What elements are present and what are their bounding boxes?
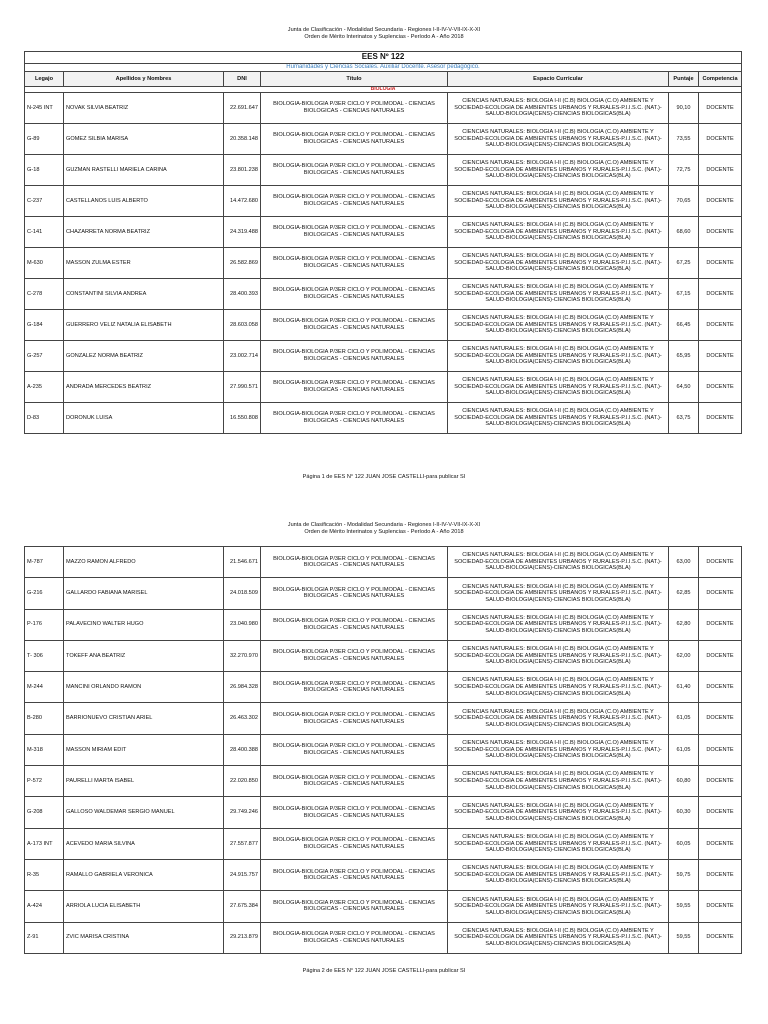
table-row xyxy=(25,248,742,279)
header-line-1: Junta de Clasificación - Modalidad Secundaria - Regiones I-II-IV-V-VII-IX-X-XI xyxy=(287,522,481,528)
page1-footer: Página 1 de EES N° 122 JUAN JOSE CASTELLI-para publicar SI xyxy=(302,474,466,480)
puntaje-cell: 70,65 xyxy=(669,186,699,217)
table-row xyxy=(25,186,742,217)
titulo-cell: BIOLOGIA-BIOLOGIA P/3ER CICLO Y POLIMODAL - CIENCIAS BIOLOGICAS - CIENCIAS NATURALES xyxy=(261,93,448,124)
dni-cell: 22.691.647 xyxy=(224,93,261,124)
dni-cell: 28.400.393 xyxy=(224,279,261,310)
titulo-cell: BIOLOGIA-BIOLOGIA P/3ER CICLO Y POLIMODAL - CIENCIAS BIOLOGICAS - CIENCIAS NATURALES xyxy=(261,703,448,734)
dni-cell: 26.582.869 xyxy=(224,248,261,279)
table-row xyxy=(25,828,742,859)
puntaje-cell: 60,30 xyxy=(669,797,699,828)
nombre-cell: GUZMAN RASTELLI MARIELA CARINA xyxy=(64,155,224,186)
nombre-cell: GALLOSO WALDEMAR SERGIO MANUEL xyxy=(64,797,224,828)
competencia-cell: DOCENTE xyxy=(699,703,742,734)
dni-cell: 20.358.148 xyxy=(224,124,261,155)
titulo-cell: BIOLOGIA-BIOLOGIA P/3ER CICLO Y POLIMODAL - CIENCIAS BIOLOGICAS - CIENCIAS NATURALES xyxy=(261,547,448,578)
legajo-cell: G-216 xyxy=(25,578,64,609)
titulo-cell: BIOLOGIA-BIOLOGIA P/3ER CICLO Y POLIMODAL - CIENCIAS BIOLOGICAS - CIENCIAS NATURALES xyxy=(261,217,448,248)
nombre-cell: MANCINI ORLANDO RAMON xyxy=(64,672,224,703)
legajo-cell: C-278 xyxy=(25,279,64,310)
col-legajo: Legajo xyxy=(25,72,64,87)
puntaje-cell: 59,55 xyxy=(669,922,699,953)
legajo-cell: R-35 xyxy=(25,859,64,890)
espacio-cell: CIENCIAS NATURALES: BIOLOGIA I-II (C.B) BIOLOGIA (C.O) AMBIENTE Y SOCIEDAD-ECOLOGIA DE AMBIENTES URBANOS Y RURALES-P.I.I.S.C. (NAT.)-SALUD-BIOLOGIA(CENS)-CIENCIAS BIOLOGICAS(BLA) xyxy=(448,155,669,186)
titulo-cell: BIOLOGIA-BIOLOGIA P/3ER CICLO Y POLIMODAL - CIENCIAS BIOLOGICAS - CIENCIAS NATURALES xyxy=(261,124,448,155)
competencia-cell: DOCENTE xyxy=(699,186,742,217)
table-row xyxy=(25,155,742,186)
nombre-cell: BARRIONUEVO CRISTIAN ARIEL xyxy=(64,703,224,734)
puntaje-cell: 60,05 xyxy=(669,828,699,859)
competencia-cell: DOCENTE xyxy=(699,672,742,703)
nombre-cell: ANDRADA MERCEDES BEATRIZ xyxy=(64,372,224,403)
dni-cell: 24.018.509 xyxy=(224,578,261,609)
dni-cell: 24.915.757 xyxy=(224,859,261,890)
competencia-cell: DOCENTE xyxy=(699,578,742,609)
titulo-cell: BIOLOGIA-BIOLOGIA P/3ER CICLO Y POLIMODAL - CIENCIAS BIOLOGICAS - CIENCIAS NATURALES xyxy=(261,578,448,609)
table-row xyxy=(25,547,742,578)
competencia-cell: DOCENTE xyxy=(699,547,742,578)
puntaje-cell: 59,75 xyxy=(669,859,699,890)
dni-cell: 23.801.238 xyxy=(224,155,261,186)
column-header-row xyxy=(25,72,742,87)
legajo-cell: M-244 xyxy=(25,672,64,703)
col-espacio: Espacio Curricular xyxy=(448,72,669,87)
dni-cell: 22.020.850 xyxy=(224,766,261,797)
legajo-cell: G-257 xyxy=(25,341,64,372)
page2-header xyxy=(0,522,768,536)
titulo-cell: BIOLOGIA-BIOLOGIA P/3ER CICLO Y POLIMODAL - CIENCIAS BIOLOGICAS - CIENCIAS NATURALES xyxy=(261,186,448,217)
nombre-cell: MASSON ZULMA ESTER xyxy=(64,248,224,279)
table-row xyxy=(25,124,742,155)
competencia-cell: DOCENTE xyxy=(699,734,742,765)
table-row xyxy=(25,640,742,671)
dni-cell: 29.213.879 xyxy=(224,922,261,953)
nombre-cell: MASSON MIRIAM EDIT xyxy=(64,734,224,765)
espacio-cell: CIENCIAS NATURALES: BIOLOGIA I-II (C.B) BIOLOGIA (C.O) AMBIENTE Y SOCIEDAD-ECOLOGIA DE AMBIENTES URBANOS Y RURALES-P.I.I.S.C. (NAT.)-SALUD-BIOLOGIA(CENS)-CIENCIAS BIOLOGICAS(BLA) xyxy=(448,372,669,403)
espacio-cell: CIENCIAS NATURALES: BIOLOGIA I-II (C.B) BIOLOGIA (C.O) AMBIENTE Y SOCIEDAD-ECOLOGIA DE AMBIENTES URBANOS Y RURALES-P.I.I.S.C. (NAT.)-SALUD-BIOLOGIA(CENS)-CIENCIAS BIOLOGICAS(BLA) xyxy=(448,609,669,640)
dni-cell: 23.002.714 xyxy=(224,341,261,372)
puntaje-cell: 68,60 xyxy=(669,217,699,248)
puntaje-cell: 64,50 xyxy=(669,372,699,403)
competencia-cell: DOCENTE xyxy=(699,403,742,434)
espacio-cell: CIENCIAS NATURALES: BIOLOGIA I-II (C.B) BIOLOGIA (C.O) AMBIENTE Y SOCIEDAD-ECOLOGIA DE AMBIENTES URBANOS Y RURALES-P.I.I.S.C. (NAT.)-SALUD-BIOLOGIA(CENS)-CIENCIAS BIOLOGICAS(BLA) xyxy=(448,217,669,248)
nombre-cell: NOVAK SILVIA BEATRIZ xyxy=(64,93,224,124)
dni-cell: 24.319.488 xyxy=(224,217,261,248)
espacio-cell: CIENCIAS NATURALES: BIOLOGIA I-II (C.B) BIOLOGIA (C.O) AMBIENTE Y SOCIEDAD-ECOLOGIA DE AMBIENTES URBANOS Y RURALES-P.I.I.S.C. (NAT.)-SALUD-BIOLOGIA(CENS)-CIENCIAS BIOLOGICAS(BLA) xyxy=(448,341,669,372)
legajo-cell: A-173 INT xyxy=(25,828,64,859)
espacio-cell: CIENCIAS NATURALES: BIOLOGIA I-II (C.B) BIOLOGIA (C.O) AMBIENTE Y SOCIEDAD-ECOLOGIA DE AMBIENTES URBANOS Y RURALES-P.I.I.S.C. (NAT.)-SALUD-BIOLOGIA(CENS)-CIENCIAS BIOLOGICAS(BLA) xyxy=(448,310,669,341)
legajo-cell: D-83 xyxy=(25,403,64,434)
dni-cell: 26.463.302 xyxy=(224,703,261,734)
nombre-cell: GUERRERO VELIZ NATALIA ELISABETH xyxy=(64,310,224,341)
legajo-cell: G-208 xyxy=(25,797,64,828)
table-row xyxy=(25,341,742,372)
competencia-cell: DOCENTE xyxy=(699,217,742,248)
espacio-cell: CIENCIAS NATURALES: BIOLOGIA I-II (C.B) BIOLOGIA (C.O) AMBIENTE Y SOCIEDAD-ECOLOGIA DE AMBIENTES URBANOS Y RURALES-P.I.I.S.C. (NAT.)-SALUD-BIOLOGIA(CENS)-CIENCIAS BIOLOGICAS(BLA) xyxy=(448,859,669,890)
header-line-2: Orden de Mérito Interinatos y Suplencias - Período A - Año 2018 xyxy=(304,34,464,40)
competencia-cell: DOCENTE xyxy=(699,766,742,797)
espacio-cell: CIENCIAS NATURALES: BIOLOGIA I-II (C.B) BIOLOGIA (C.O) AMBIENTE Y SOCIEDAD-ECOLOGIA DE AMBIENTES URBANOS Y RURALES-P.I.I.S.C. (NAT.)-SALUD-BIOLOGIA(CENS)-CIENCIAS BIOLOGICAS(BLA) xyxy=(448,124,669,155)
espacio-cell: CIENCIAS NATURALES: BIOLOGIA I-II (C.B) BIOLOGIA (C.O) AMBIENTE Y SOCIEDAD-ECOLOGIA DE AMBIENTES URBANOS Y RURALES-P.I.I.S.C. (NAT.)-SALUD-BIOLOGIA(CENS)-CIENCIAS BIOLOGICAS(BLA) xyxy=(448,703,669,734)
dni-cell: 23.040.980 xyxy=(224,609,261,640)
page1-table xyxy=(24,51,742,434)
competencia-cell: DOCENTE xyxy=(699,797,742,828)
table-row xyxy=(25,922,742,953)
dni-cell: 27.990.571 xyxy=(224,372,261,403)
puntaje-cell: 66,45 xyxy=(669,310,699,341)
titulo-cell: BIOLOGIA-BIOLOGIA P/3ER CICLO Y POLIMODAL - CIENCIAS BIOLOGICAS - CIENCIAS NATURALES xyxy=(261,341,448,372)
dni-cell: 14.472.680 xyxy=(224,186,261,217)
col-puntaje: Puntaje xyxy=(669,72,699,87)
dni-cell: 26.984.328 xyxy=(224,672,261,703)
espacio-cell: CIENCIAS NATURALES: BIOLOGIA I-II (C.B) BIOLOGIA (C.O) AMBIENTE Y SOCIEDAD-ECOLOGIA DE AMBIENTES URBANOS Y RURALES-P.I.I.S.C. (NAT.)-SALUD-BIOLOGIA(CENS)-CIENCIAS BIOLOGICAS(BLA) xyxy=(448,279,669,310)
titulo-cell: BIOLOGIA-BIOLOGIA P/3ER CICLO Y POLIMODAL - CIENCIAS BIOLOGICAS - CIENCIAS NATURALES xyxy=(261,248,448,279)
legajo-cell: M-787 xyxy=(25,547,64,578)
competencia-cell: DOCENTE xyxy=(699,155,742,186)
puntaje-cell: 67,25 xyxy=(669,248,699,279)
table-row xyxy=(25,766,742,797)
titulo-cell: BIOLOGIA-BIOLOGIA P/3ER CICLO Y POLIMODAL - CIENCIAS BIOLOGICAS - CIENCIAS NATURALES xyxy=(261,734,448,765)
puntaje-cell: 90,10 xyxy=(669,93,699,124)
legajo-cell: G-18 xyxy=(25,155,64,186)
puntaje-cell: 61,05 xyxy=(669,734,699,765)
titulo-cell: BIOLOGIA-BIOLOGIA P/3ER CICLO Y POLIMODAL - CIENCIAS BIOLOGICAS - CIENCIAS NATURALES xyxy=(261,922,448,953)
legajo-cell: M-630 xyxy=(25,248,64,279)
table-row xyxy=(25,797,742,828)
legajo-cell: P-176 xyxy=(25,609,64,640)
competencia-cell: DOCENTE xyxy=(699,248,742,279)
header-line-2: Orden de Mérito Interinatos y Suplencias - Período A - Año 2018 xyxy=(304,529,464,535)
espacio-cell: CIENCIAS NATURALES: BIOLOGIA I-II (C.B) BIOLOGIA (C.O) AMBIENTE Y SOCIEDAD-ECOLOGIA DE AMBIENTES URBANOS Y RURALES-P.I.I.S.C. (NAT.)-SALUD-BIOLOGIA(CENS)-CIENCIAS BIOLOGICAS(BLA) xyxy=(448,891,669,922)
competencia-cell: DOCENTE xyxy=(699,640,742,671)
espacio-cell: CIENCIAS NATURALES: BIOLOGIA I-II (C.B) BIOLOGIA (C.O) AMBIENTE Y SOCIEDAD-ECOLOGIA DE AMBIENTES URBANOS Y RURALES-P.I.I.S.C. (NAT.)-SALUD-BIOLOGIA(CENS)-CIENCIAS BIOLOGICAS(BLA) xyxy=(448,797,669,828)
nombre-cell: CHAZARRETA NORMA BEATRIZ xyxy=(64,217,224,248)
puntaje-cell: 62,80 xyxy=(669,609,699,640)
puntaje-cell: 72,75 xyxy=(669,155,699,186)
table-row xyxy=(25,372,742,403)
nombre-cell: CASTELLANOS LUIS ALBERTO xyxy=(64,186,224,217)
legajo-cell: A-424 xyxy=(25,891,64,922)
legajo-cell: A-235 xyxy=(25,372,64,403)
nombre-cell: PAURELLI MARTA ISABEL xyxy=(64,766,224,797)
competencia-cell: DOCENTE xyxy=(699,310,742,341)
puntaje-cell: 61,40 xyxy=(669,672,699,703)
nombre-cell: GONZALEZ NORMA BEATRIZ xyxy=(64,341,224,372)
puntaje-cell: 67,15 xyxy=(669,279,699,310)
puntaje-cell: 62,85 xyxy=(669,578,699,609)
espacio-cell: CIENCIAS NATURALES: BIOLOGIA I-II (C.B) BIOLOGIA (C.O) AMBIENTE Y SOCIEDAD-ECOLOGIA DE AMBIENTES URBANOS Y RURALES-P.I.I.S.C. (NAT.)-SALUD-BIOLOGIA(CENS)-CIENCIAS BIOLOGICAS(BLA) xyxy=(448,547,669,578)
nombre-cell: GALLARDO FABIANA MARISEL xyxy=(64,578,224,609)
titulo-cell: BIOLOGIA-BIOLOGIA P/3ER CICLO Y POLIMODAL - CIENCIAS BIOLOGICAS - CIENCIAS NATURALES xyxy=(261,828,448,859)
dni-cell: 28.603.058 xyxy=(224,310,261,341)
legajo-cell: C-141 xyxy=(25,217,64,248)
page2-rows xyxy=(25,547,742,954)
table-row xyxy=(25,734,742,765)
table-row xyxy=(25,578,742,609)
col-titulo: Título xyxy=(261,72,448,87)
espacio-cell: CIENCIAS NATURALES: BIOLOGIA I-II (C.B) BIOLOGIA (C.O) AMBIENTE Y SOCIEDAD-ECOLOGIA DE AMBIENTES URBANOS Y RURALES-P.I.I.S.C. (NAT.)-SALUD-BIOLOGIA(CENS)-CIENCIAS BIOLOGICAS(BLA) xyxy=(448,672,669,703)
page2-table xyxy=(24,546,742,954)
table-row xyxy=(25,217,742,248)
titulo-cell: BIOLOGIA-BIOLOGIA P/3ER CICLO Y POLIMODAL - CIENCIAS BIOLOGICAS - CIENCIAS NATURALES xyxy=(261,155,448,186)
titulo-cell: BIOLOGIA-BIOLOGIA P/3ER CICLO Y POLIMODAL - CIENCIAS BIOLOGICAS - CIENCIAS NATURALES xyxy=(261,766,448,797)
dni-cell: 32.270.970 xyxy=(224,640,261,671)
legajo-cell: B-280 xyxy=(25,703,64,734)
table-row xyxy=(25,859,742,890)
nombre-cell: ACEVEDO MARIA SILVINA xyxy=(64,828,224,859)
table-row xyxy=(25,891,742,922)
ees-title: EES Nº 122 xyxy=(25,52,742,64)
dni-cell: 28.400.388 xyxy=(224,734,261,765)
dni-cell: 29.749.246 xyxy=(224,797,261,828)
espacio-cell: CIENCIAS NATURALES: BIOLOGIA I-II (C.B) BIOLOGIA (C.O) AMBIENTE Y SOCIEDAD-ECOLOGIA DE AMBIENTES URBANOS Y RURALES-P.I.I.S.C. (NAT.)-SALUD-BIOLOGIA(CENS)-CIENCIAS BIOLOGICAS(BLA) xyxy=(448,248,669,279)
puntaje-cell: 73,55 xyxy=(669,124,699,155)
dni-cell: 27.675.384 xyxy=(224,891,261,922)
titulo-cell: BIOLOGIA-BIOLOGIA P/3ER CICLO Y POLIMODAL - CIENCIAS BIOLOGICAS - CIENCIAS NATURALES xyxy=(261,797,448,828)
legajo-cell: Z-91 xyxy=(25,922,64,953)
titulo-cell: BIOLOGIA-BIOLOGIA P/3ER CICLO Y POLIMODAL - CIENCIAS BIOLOGICAS - CIENCIAS NATURALES xyxy=(261,403,448,434)
puntaje-cell: 59,55 xyxy=(669,891,699,922)
espacio-cell: CIENCIAS NATURALES: BIOLOGIA I-II (C.B) BIOLOGIA (C.O) AMBIENTE Y SOCIEDAD-ECOLOGIA DE AMBIENTES URBANOS Y RURALES-P.I.I.S.C. (NAT.)-SALUD-BIOLOGIA(CENS)-CIENCIAS BIOLOGICAS(BLA) xyxy=(448,828,669,859)
competencia-cell: DOCENTE xyxy=(699,279,742,310)
nombre-cell: ZVIC MARISA CRISTINA xyxy=(64,922,224,953)
col-competencia: Competencia xyxy=(699,72,742,87)
espacio-cell: CIENCIAS NATURALES: BIOLOGIA I-II (C.B) BIOLOGIA (C.O) AMBIENTE Y SOCIEDAD-ECOLOGIA DE AMBIENTES URBANOS Y RURALES-P.I.I.S.C. (NAT.)-SALUD-BIOLOGIA(CENS)-CIENCIAS BIOLOGICAS(BLA) xyxy=(448,766,669,797)
puntaje-cell: 63,00 xyxy=(669,547,699,578)
titulo-cell: BIOLOGIA-BIOLOGIA P/3ER CICLO Y POLIMODAL - CIENCIAS BIOLOGICAS - CIENCIAS NATURALES xyxy=(261,609,448,640)
titulo-cell: BIOLOGIA-BIOLOGIA P/3ER CICLO Y POLIMODAL - CIENCIAS BIOLOGICAS - CIENCIAS NATURALES xyxy=(261,891,448,922)
competencia-cell: DOCENTE xyxy=(699,922,742,953)
table-row xyxy=(25,403,742,434)
legajo-cell: G-89 xyxy=(25,124,64,155)
espacio-cell: CIENCIAS NATURALES: BIOLOGIA I-II (C.B) BIOLOGIA (C.O) AMBIENTE Y SOCIEDAD-ECOLOGIA DE AMBIENTES URBANOS Y RURALES-P.I.I.S.C. (NAT.)-SALUD-BIOLOGIA(CENS)-CIENCIAS BIOLOGICAS(BLA) xyxy=(448,403,669,434)
puntaje-cell: 61,05 xyxy=(669,703,699,734)
page2-footer: Página 2 de EES N° 122 JUAN JOSE CASTELLI-para publicar SI xyxy=(302,968,466,974)
espacio-cell: CIENCIAS NATURALES: BIOLOGIA I-II (C.B) BIOLOGIA (C.O) AMBIENTE Y SOCIEDAD-ECOLOGIA DE AMBIENTES URBANOS Y RURALES-P.I.I.S.C. (NAT.)-SALUD-BIOLOGIA(CENS)-CIENCIAS BIOLOGICAS(BLA) xyxy=(448,640,669,671)
dni-cell: 21.546.671 xyxy=(224,547,261,578)
table-row xyxy=(25,672,742,703)
nombre-cell: MAZZO RAMON ALFREDO xyxy=(64,547,224,578)
nombre-cell: CONSTANTINI SILVIA ANDREA xyxy=(64,279,224,310)
espacio-cell: CIENCIAS NATURALES: BIOLOGIA I-II (C.B) BIOLOGIA (C.O) AMBIENTE Y SOCIEDAD-ECOLOGIA DE AMBIENTES URBANOS Y RURALES-P.I.I.S.C. (NAT.)-SALUD-BIOLOGIA(CENS)-CIENCIAS BIOLOGICAS(BLA) xyxy=(448,186,669,217)
col-nombre: Apellidos y Nombres xyxy=(64,72,224,87)
dni-cell: 27.557.877 xyxy=(224,828,261,859)
espacio-cell: CIENCIAS NATURALES: BIOLOGIA I-II (C.B) BIOLOGIA (C.O) AMBIENTE Y SOCIEDAD-ECOLOGIA DE AMBIENTES URBANOS Y RURALES-P.I.I.S.C. (NAT.)-SALUD-BIOLOGIA(CENS)-CIENCIAS BIOLOGICAS(BLA) xyxy=(448,922,669,953)
competencia-cell: DOCENTE xyxy=(699,891,742,922)
legajo-cell: N-245 INT xyxy=(25,93,64,124)
titulo-cell: BIOLOGIA-BIOLOGIA P/3ER CICLO Y POLIMODAL - CIENCIAS BIOLOGICAS - CIENCIAS NATURALES xyxy=(261,859,448,890)
nombre-cell: TOKEFF ANA BEATRIZ xyxy=(64,640,224,671)
table-row xyxy=(25,279,742,310)
ees-subtitle: Humanidades y Ciencias Sociales. Auxiliar Docente. Asesor pedagógico. xyxy=(25,64,742,72)
nombre-cell: RAMALLO GABRIELA VERONICA xyxy=(64,859,224,890)
titulo-cell: BIOLOGIA-BIOLOGIA P/3ER CICLO Y POLIMODAL - CIENCIAS BIOLOGICAS - CIENCIAS NATURALES xyxy=(261,672,448,703)
legajo-cell: T- 306 xyxy=(25,640,64,671)
titulo-cell: BIOLOGIA-BIOLOGIA P/3ER CICLO Y POLIMODAL - CIENCIAS BIOLOGICAS - CIENCIAS NATURALES xyxy=(261,640,448,671)
espacio-cell: CIENCIAS NATURALES: BIOLOGIA I-II (C.B) BIOLOGIA (C.O) AMBIENTE Y SOCIEDAD-ECOLOGIA DE AMBIENTES URBANOS Y RURALES-P.I.I.S.C. (NAT.)-SALUD-BIOLOGIA(CENS)-CIENCIAS BIOLOGICAS(BLA) xyxy=(448,93,669,124)
legajo-cell: G-184 xyxy=(25,310,64,341)
legajo-cell: C-237 xyxy=(25,186,64,217)
nombre-cell: PALAVECINO WALTER HUGO xyxy=(64,609,224,640)
page1-header xyxy=(0,27,768,41)
espacio-cell: CIENCIAS NATURALES: BIOLOGIA I-II (C.B) BIOLOGIA (C.O) AMBIENTE Y SOCIEDAD-ECOLOGIA DE AMBIENTES URBANOS Y RURALES-P.I.I.S.C. (NAT.)-SALUD-BIOLOGIA(CENS)-CIENCIAS BIOLOGICAS(BLA) xyxy=(448,578,669,609)
puntaje-cell: 62,00 xyxy=(669,640,699,671)
table-row xyxy=(25,93,742,124)
titulo-cell: BIOLOGIA-BIOLOGIA P/3ER CICLO Y POLIMODAL - CIENCIAS BIOLOGICAS - CIENCIAS NATURALES xyxy=(261,310,448,341)
competencia-cell: DOCENTE xyxy=(699,609,742,640)
page1-rows xyxy=(25,93,742,434)
nombre-cell: GOMEZ SILBIA MARISA xyxy=(64,124,224,155)
competencia-cell: DOCENTE xyxy=(699,828,742,859)
table-row xyxy=(25,703,742,734)
nombre-cell: DORONUK LUISA xyxy=(64,403,224,434)
titulo-cell: BIOLOGIA-BIOLOGIA P/3ER CICLO Y POLIMODAL - CIENCIAS BIOLOGICAS - CIENCIAS NATURALES xyxy=(261,372,448,403)
competencia-cell: DOCENTE xyxy=(699,124,742,155)
legajo-cell: P-572 xyxy=(25,766,64,797)
table-row xyxy=(25,609,742,640)
puntaje-cell: 63,75 xyxy=(669,403,699,434)
legajo-cell: M-318 xyxy=(25,734,64,765)
col-dni: DNI xyxy=(224,72,261,87)
nombre-cell: ARRIOLA LUCIA ELISABETH xyxy=(64,891,224,922)
competencia-cell: DOCENTE xyxy=(699,93,742,124)
puntaje-cell: 65,95 xyxy=(669,341,699,372)
titulo-cell: BIOLOGIA-BIOLOGIA P/3ER CICLO Y POLIMODAL - CIENCIAS BIOLOGICAS - CIENCIAS NATURALES xyxy=(261,279,448,310)
competencia-cell: DOCENTE xyxy=(699,341,742,372)
puntaje-cell: 60,80 xyxy=(669,766,699,797)
header-line-1: Junta de Clasificación - Modalidad Secundaria - Regiones I-II-IV-V-VII-IX-X-XI xyxy=(287,27,481,33)
competencia-cell: DOCENTE xyxy=(699,859,742,890)
espacio-cell: CIENCIAS NATURALES: BIOLOGIA I-II (C.B) BIOLOGIA (C.O) AMBIENTE Y SOCIEDAD-ECOLOGIA DE AMBIENTES URBANOS Y RURALES-P.I.I.S.C. (NAT.)-SALUD-BIOLOGIA(CENS)-CIENCIAS BIOLOGICAS(BLA) xyxy=(448,734,669,765)
table-row xyxy=(25,310,742,341)
competencia-cell: DOCENTE xyxy=(699,372,742,403)
dni-cell: 16.550.808 xyxy=(224,403,261,434)
section-label: BIOLOGIA xyxy=(25,87,742,93)
